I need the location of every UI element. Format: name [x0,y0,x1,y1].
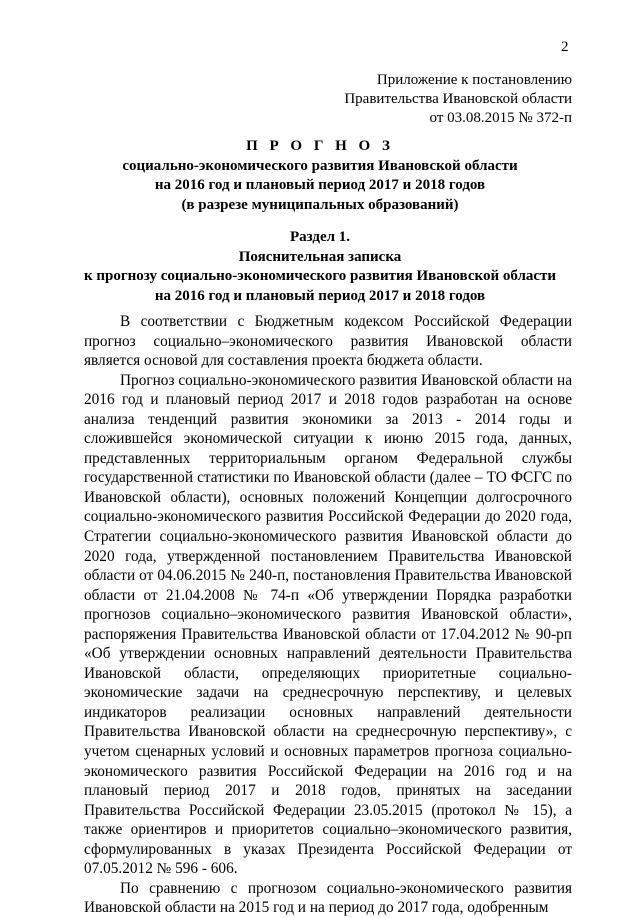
title-line-2: социально-экономического развития Ивановской области [122,157,518,174]
title-line-3: на 2016 год и плановый период 2017 и 2018 годов [154,177,486,193]
section-heading [0,228,640,306]
section-number: Раздел 1. [289,229,351,245]
page-number: 2 [561,39,569,55]
approval-line-3: от 03.08.2015 № 372-п [429,110,572,126]
approval-line-1: Приложение к постановлению [376,72,572,88]
paragraph-3: По сравнению с прогнозом социально-экономического развития Ивановской области на 2015 год и на период до 2017 года, одобренным [84,879,572,917]
document-title [0,137,640,215]
title-line-4: (в разрезе муниципальных образований) [181,196,459,213]
paragraph-2: Прогноз социально-экономического развития Ивановской области на 2016 год и плановый период 2017 и 2018 годов разработан на основе анализа тенденций развития экономики за 2013 - 2014 годы и сложившейся экономической ситуации к июню 2015 года, данных, представленных территориальным органом Федеральной службы государственной статистики по Ивановской области (далее – ТО ФСГС по Ивановской области), основных положений Концепции долгосрочного социально-экономического развития Российской Федерации до 2020 года, Стратегии социально-экономического развития Ивановской области до 2020 года, утвержденной постановлением Правительства Ивановской области от 04.06.2015 № 240-п, постановления Правительства Ивановской области от 21.04.2008 № 74-п «Об утверждении Порядка разработки прогнозов социально–экономического развития Ивановской области», распоряжения Правительства Ивановской области от 17.04.2012 № 90-рп «Об утверждении основных направлений деятельности Правительства Ивановской области, определяющих приоритетные социально-экономические задачи на среднесрочную перспективу, и целевых индикаторов реализации основных направлений деятельности Правительства Ивановской области на среднесрочную перспективу», с учетом сценарных условий и основных параметров прогноза социально-экономического развития Российской Федерации на 2016 год и на плановый период 2017 и 2018 годов, принятых на заседании Правительства Российской Федерации 23.05.2015 (протокол № 15), а также ориентиров и приоритетов социально–экономического развития, сформулированных в указах Президента Российской Федерации от 07.05.2012 № 596 - 606. [84,371,572,878]
body-text [84,312,572,918]
paragraph-1: В соответствии с Бюджетным кодексом Российской Федерации прогноз социально–экономического развития Ивановской области является основой для составления проекта бюджета области. [84,313,572,370]
section-name: Пояснительная записка [238,248,402,265]
section-line-3: к прогнозу социально-экономического развития Ивановской области [83,268,557,284]
approval-line-2: Правительства Ивановской области [344,91,572,107]
title-heading: П Р О Г Н О З [246,138,394,154]
approval-note [344,71,572,128]
section-line-4: на 2016 год и плановый период 2017 и 2018 годов [154,287,486,304]
